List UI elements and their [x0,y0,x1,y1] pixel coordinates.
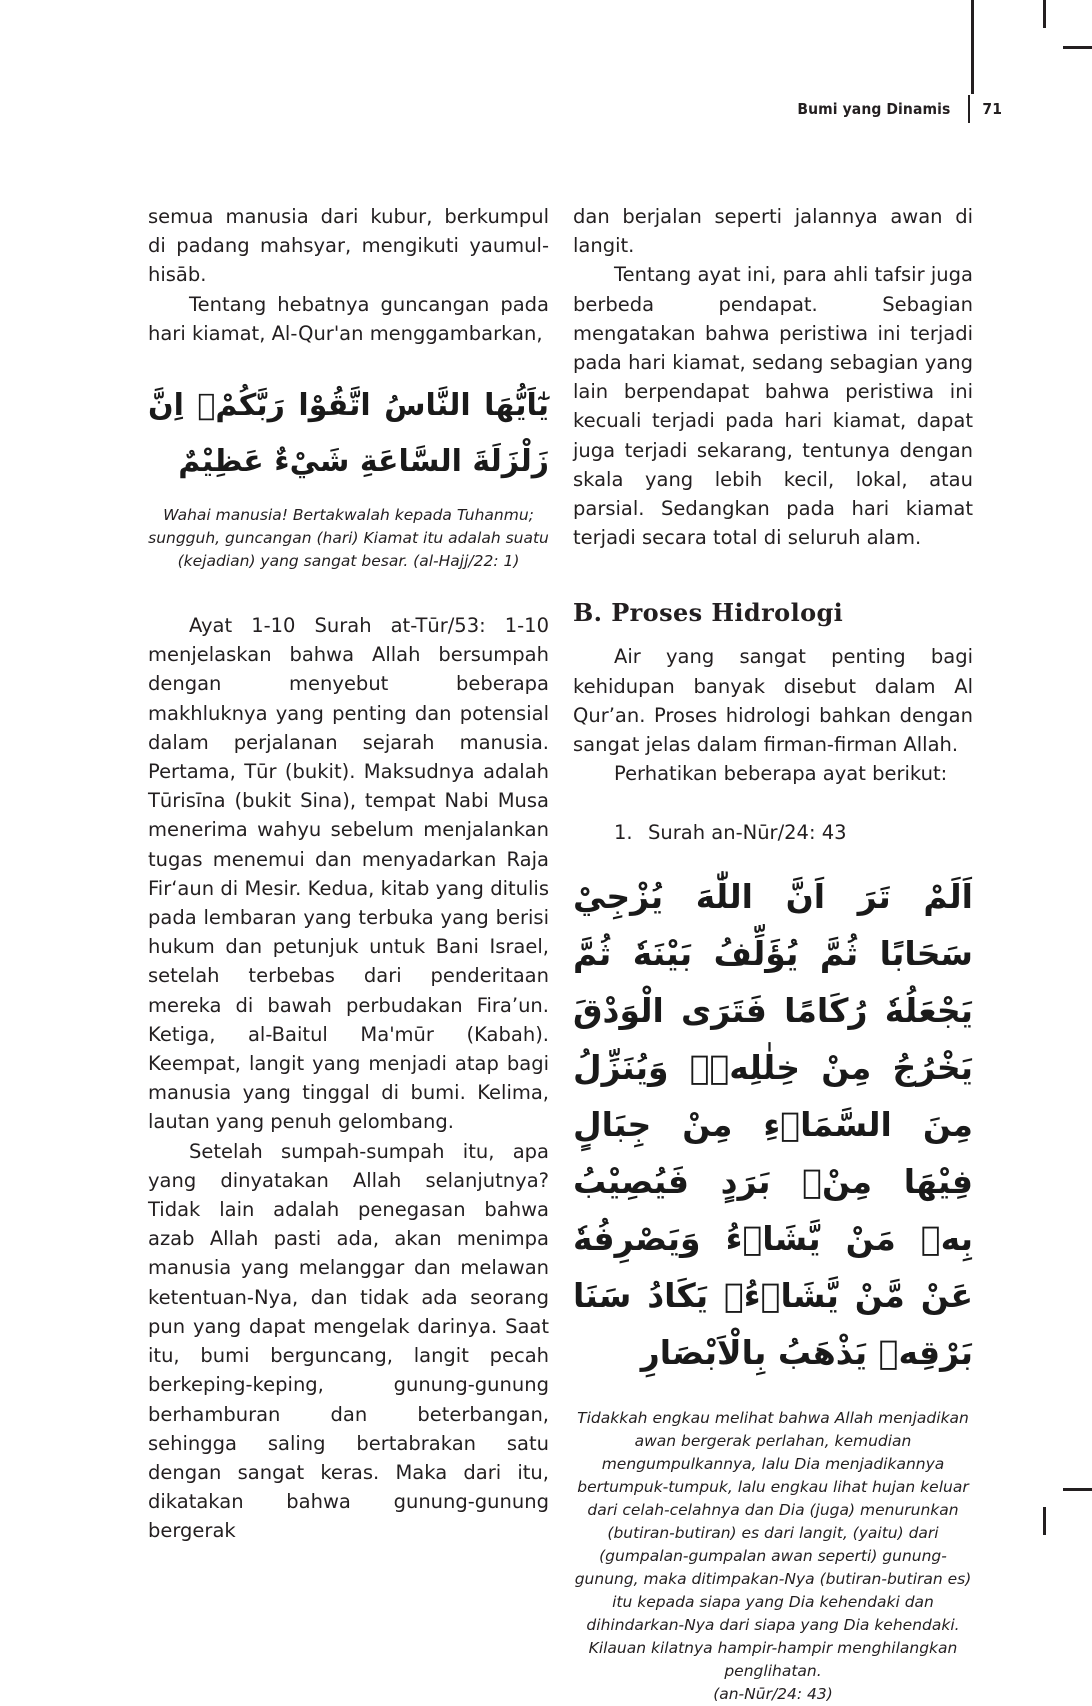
right-paragraph-4: Perhatikan beberapa ayat berikut: [614,762,948,786]
arabic-verse-an-nur: اَلَمْ تَرَ اَنَّ اللّٰهَ يُزْجِيْ سَحَابًا ثُمَّ يُؤَلِّفُ بَيْنَهٗ ثُمَّ يَجْعَلُهٗ رُكَامًا فَتَرَى الْوَدْقَ يَخْرُجُ مِنْ خِلٰلِهٖۚ وَيُنَزِّلُ مِنَ السَّمَاۤءِ مِنْ جِبَالٍ فِيْهَا مِنْۢ بَرَدٍ فَيُصِيْبُ بِهٖ مَنْ يَّشَاۤءُ وَيَصْرِفُهٗ عَنْ مَّنْ يَّشَاۤءُۗ يَكَادُ سَنَا بَرْقِهٖ يَذْهَبُ بِالْاَبْصَارِ [573,876,973,1372]
page-number: 71 [982,100,1002,118]
right-paragraph-3: Air yang sangat penting bagi kehidupan banyak disebut dalam Al Qur’an. Proses hidrologi bahkan dengan sangat jelas dalam firman-firman Allah. [573,645,973,757]
section-heading: B. Proses Hidrologi [573,598,844,628]
arabic-verse-al-hajj: يٰٓاَيُّهَا النَّاسُ اتَّقُوْا رَبَّكُمْۚ اِنَّ زَلْزَلَةَ السَّاعَةِ شَيْءٌ عَظِيْمٌ [148,388,549,480]
crop-mark-top-vertical-2 [1043,0,1046,28]
running-title: Bumi yang Dinamis [797,100,951,118]
list-text: Surah an-Nūr/24: 43 [648,821,847,845]
crop-mark-bottom-horizontal [1063,1488,1092,1491]
crop-mark-top-horizontal [1063,46,1092,49]
left-paragraph-4: Setelah sumpah-sumpah itu, apa yang dinyatakan Allah selanjutnya? Tidak lain adalah penegasan bahwa azab Allah pasti ada, akan menimpa manusia yang melanggar dan melawan ketentuan-Nya, dan tidak ada seorang pun yang dapat mengelak darinya. Saat itu, bumi berguncang, langit pecah berkeping-keping, gunung-gunung berhamburan dan beterbangan, sehingga saling bertabrakan satu dengan sangat keras. Maka dari itu, dikatakan bahwa gunung-gunung bergerak [148,1139,549,1543]
verse-reference-an-nur: (an-Nūr/24: 43) [713,1684,833,1703]
left-column [148,202,549,1546]
left-paragraph-3: Ayat 1-10 Surah at-Tūr/53: 1-10 menjelaskan bahwa Allah bersumpah dengan menyebut beberapa makhluknya yang penting dan potensial dalam perjalanan sejarah manusia. Pertama, Tūr (bukit). Maksudnya adalah Tūrisīna (bukit Sina), tempat Nabi Musa menerima wahyu sebelum menjalankan tugas menemui dan menyadarkan Raja Fir‘aun di Mesir. Kedua, kitab yang ditulis pada lembaran yang terbuka yang berisi hukum dan petunjuk untuk Bani Israel, setelah terbebas dari penderitaan mereka di bawah perbudakan Fira’un. Ketiga, al-Baitul Ma'mūr (Kabah). Keempat, langit yang menjadi atap bagi manusia yang tinggal di bumi. Kelima, lautan yang penuh gelombang. [148,614,549,1134]
right-column [573,202,973,1706]
crop-mark-top-vertical-1 [971,0,974,94]
right-paragraph-2: Tentang ayat ini, para ahli tafsir juga berbeda pendapat. Sebagian mengatakan bahwa peristiwa ini terjadi pada hari kiamat, sedang sebagian yang lain berpendapat bahwa peristiwa ini kecuali terjadi pada hari kiamat, dapat juga terjadi sekarang, tentunya dengan skala yang lebih kecil, lokal, atau parsial. Sedangkan pada hari kiamat terjadi secara total di seluruh alam. [573,263,973,550]
left-paragraph-2: Tentang hebatnya guncangan pada hari kiamat, Al-Qur'an menggambarkan, [148,292,549,345]
verse-translation-al-hajj: Wahai manusia! Bertakwalah kepada Tuhanmu; sungguh, guncangan (hari) Kiamat itu adalah suatu (kejadian) yang sangat besar. (al-Hajj/22: 1) [148,506,549,571]
right-paragraph-1: dan berjalan seperti jalannya awan di langit. [573,205,973,258]
left-paragraph-1: semua manusia dari kubur, berkumpul di padang mahsyar, mengikuti yaumul-hisāb. [148,205,549,287]
running-header [797,97,1002,121]
header-separator [968,95,970,123]
list-number: 1. [614,821,633,845]
list-item [573,818,973,847]
crop-mark-bottom-vertical [1043,1507,1046,1535]
verse-translation-an-nur: Tidakkah engkau melihat bahwa Allah menjadikan awan bergerak perlahan, kemudian mengumpulkannya, lalu Dia menjadikannya bertumpuk-tumpuk, lalu engkau lihat hujan keluar dari celah-celahnya dan Dia (juga) menurunkan (butiran-butiran) es dari langit, (yaitu) dari (gumpalan-gumpalan awan seperti) gunung-gunung, maka ditimpakan-Nya (butiran-butiran es) itu kepada siapa yang Dia kehendaki dan dihindarkan-Nya dari siapa yang Dia kehendaki. Kilauan kilatnya hampir-hampir menghilangkan penglihatan. [574,1408,972,1680]
